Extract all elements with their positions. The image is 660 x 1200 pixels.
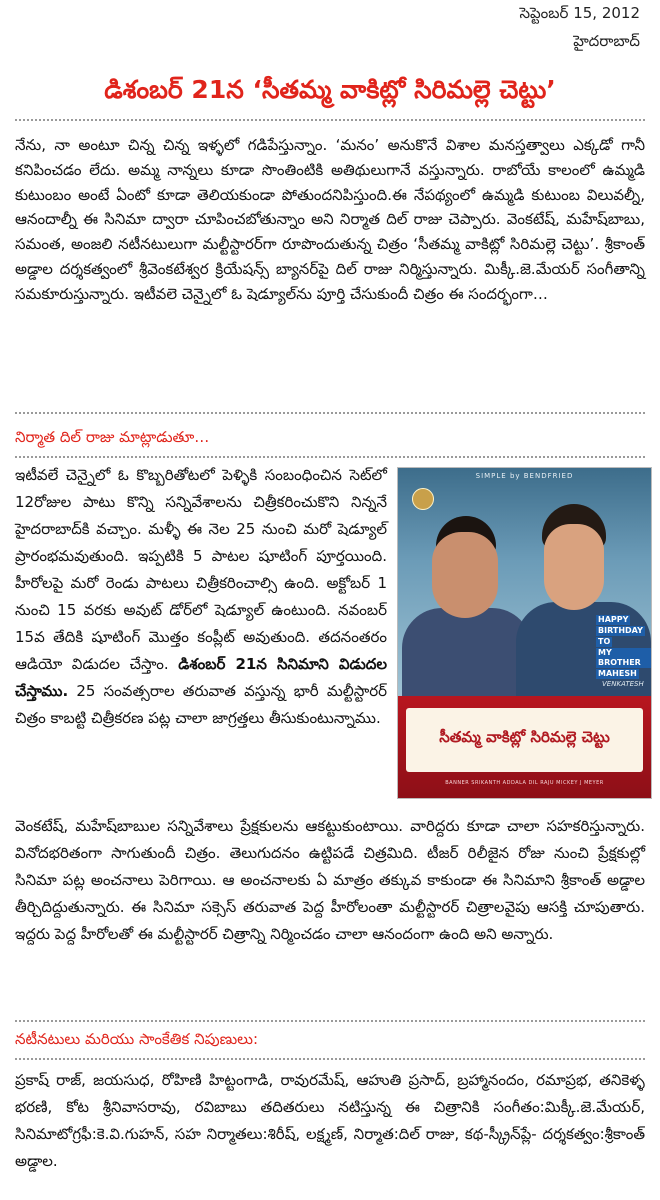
section-heading-producer: నిర్మాత దిల్ రాజు మాట్లాడుతూ… xyxy=(15,428,210,446)
divider xyxy=(15,456,645,458)
divider xyxy=(15,1020,645,1022)
producer-director-credit: నిర్మాత:దిల్ రాజు, కథ-స్క్రీన్‌ప్లే- దర్శకత్వం:శ్రీకాంత్ అడ్డాల. xyxy=(15,1125,645,1170)
divider xyxy=(15,412,645,414)
article-headline: డిశంబర్ 21న ‘సీతమ్మ వాకిట్లో సిరిమల్లె చెట్టు’ xyxy=(104,75,556,104)
movie-poster xyxy=(397,467,652,799)
actor-venkatesh-figure xyxy=(402,608,532,698)
cast-list: ప్రకాష్ రాజ్, జయసుధ, రోహిణి హిట్టంగాడి, రావురమేష్, ఆహుతి ప్రసాద్, బ్రహ్మానందం, రమాప్రభ, తనికెళ్ళ భరణి, కోట శ్రీనివాసరావు, రవిబాబు తదితరులు నటిస్తున్న ఈ చిత్రానికి xyxy=(15,1071,645,1116)
poster-movie-title: సీతమ్మ వాకిట్లో సిరిమల్లె చెట్టు xyxy=(439,728,610,746)
banner-logo-icon xyxy=(412,488,434,510)
article-place: హైదరాబాద్ xyxy=(573,32,640,50)
article-date: సెప్టెంబర్ 15, 2012 xyxy=(519,4,640,22)
crew-list: సంగీతం:మిక్కీ.జె.మేయర్, సినిమాటోగ్రఫీ:కె.వి.గుహన్, సహ నిర్మాతలు:శిరీష్, లక్ష్మణ్, xyxy=(15,1098,645,1143)
section-heading-cast-crew: నటీనటులు మరియు సాంకేతిక నిపుణులు: xyxy=(15,1030,259,1048)
cast-crew-credits xyxy=(15,1067,645,1175)
release-date-statement: డిశంబర్ 21న సినిమాని విడుదల చేస్తాము. xyxy=(15,655,387,700)
birthday-wish: HAPPY BIRTHDAY TO MY BROTHER MAHESH xyxy=(596,614,652,679)
producer-quote-text: ఇటీవలే చెన్నైలో ఓ కొబ్బరితోటలో పెళ్ళికి సంబంధించిన సెట్‌లో 12రోజుల పాటు కొన్ని సన్నివేశాలను చిత్రీకరించుకొని నిన్ననే హైదరాబాద్‌కి వచ్చాం. మళ్ళీ ఈ నెల 25 నుంచి మరో షెడ్యూల్ ప్రారంభమవుతుంది. ఇప్పటికి 5 పాటల షూటింగ్ పూర్తయింది. హీరోలపై మరో రెండు పాటలు చిత్రీకరించాల్సి ఉంది. అక్టోబర్ 1 నుంచి 15 వరకు అవుట్ డోర్‌లో షెడ్యూల్ ఉంటుంది. నవంబర్ 15వ తేదికి షూటింగ్ మొత్తం కంప్లీట్ అవుతుంది. తదనంతరం ఆడియో విడుదల చేస్తాం. xyxy=(15,466,387,673)
poster-credits: BANNER SRIKANTH ADDALA DIL RAJU MICKEY J MEYER xyxy=(445,780,604,786)
divider xyxy=(15,1058,645,1060)
producer-quote-wrapped xyxy=(15,462,387,732)
producer-quote-full: వెంకటేష్, మహేష్‌బాబుల సన్నివేశాలు ప్రేక్షకులను ఆకట్టుకుంటాయి. వారిద్దరు కూడా చాలా సహకరిస్తున్నారు. వినోదభరితంగా సాగుతుందీ చిత్రం. తెలుగుదనం ఉట్టిపడే చిత్రమిది. టీజర్ రిలీజైన రోజు నుంచి ప్రేక్షకుల్లో సినిమా పట్ల అంచనాలు పెరిగాయి. ఆ అంచనాలకు ఏ మాత్రం తక్కువ కాకుండా ఈ సినిమాని శ్రీకాంత్ అడ్డాల తీర్చిదిద్దుతున్నారు. ఈ సినిమా సక్సెస్ తరువాత పెద్ద హీరోలంతా మల్టీస్టారర్ చిత్రాలవైపు ఆసక్తి చూపుతారు. ఇద్దరు పెద్ద హీరోలతో ఈ మల్టీస్టారర్ చిత్రాన్ని నిర్మించడం చాలా ఆనందంగా ఉంది అని అన్నారు. xyxy=(15,817,645,943)
divider xyxy=(15,119,645,121)
actor-venkatesh-face xyxy=(432,532,498,618)
actor-mahesh-face xyxy=(544,524,604,610)
producer-quote-text-tail: 25 సంవత్సరాల తరువాత వస్తున్న భారీ మల్టీస్టారర్ చిత్రం కాబట్టి చిత్రీకరణ పట్ల చాలా జాగ్రత్తలు తీసుకుంటున్నాము. xyxy=(15,682,387,727)
poster-signature: VENKATESH xyxy=(602,680,644,688)
poster-tagline: SIMPLE by BENDFRIED xyxy=(475,472,574,480)
intro-paragraph: నేను, నా అంటూ చిన్న చిన్న ఇళ్ళలో గడిపేస్తున్నాం. ‘మనం’ అనుకొనే విశాల మనస్తత్వాలు ఎక్కడో గానీ కనిపించడం లేదు. అమ్మ నాన్నలు కూడా సొంతింటికి అతిథులుగానే వస్తున్నారు. రాబోయే కాలంలో ఉమ్మడి కుటుంబం అంటే ఏంటో కూడా తెలియకుండా పోతుందనిపిస్తుంది.ఈ నేపథ్యంలో ఉమ్మడి కుటుంబ విలువల్నీ, ఆనందాల్నీ ఈ సినిమా ద్వారా చూపించబోతున్నాం అని నిర్మాత దిల్ రాజు చెప్పారు. వెంకటేష్, మహేష్‌బాబు, సమంత, అంజలి నటీనటులుగా మల్టీస్టారర్‌గా రూపొందుతున్న చిత్రం ‘సీతమ్మ వాకిట్లో సిరిమల్లె చెట్టు’. శ్రీకాంత్ అడ్డాల దర్శకత్వంలో శ్రీవెంకటేశ్వర క్రియేషన్స్ బ్యానర్‌పై దిల్ రాజు నిర్మిస్తున్నారు. మిక్కీ.జె.మేయర్ సంగీతాన్ని సమకూరుస్తున్నారు. ఇటీవలె చెన్నైలో ఓ షెడ్యూల్‌ను పూర్తి చేసుకుందీ చిత్రం ఈ సందర్భంగా… xyxy=(15,136,646,303)
